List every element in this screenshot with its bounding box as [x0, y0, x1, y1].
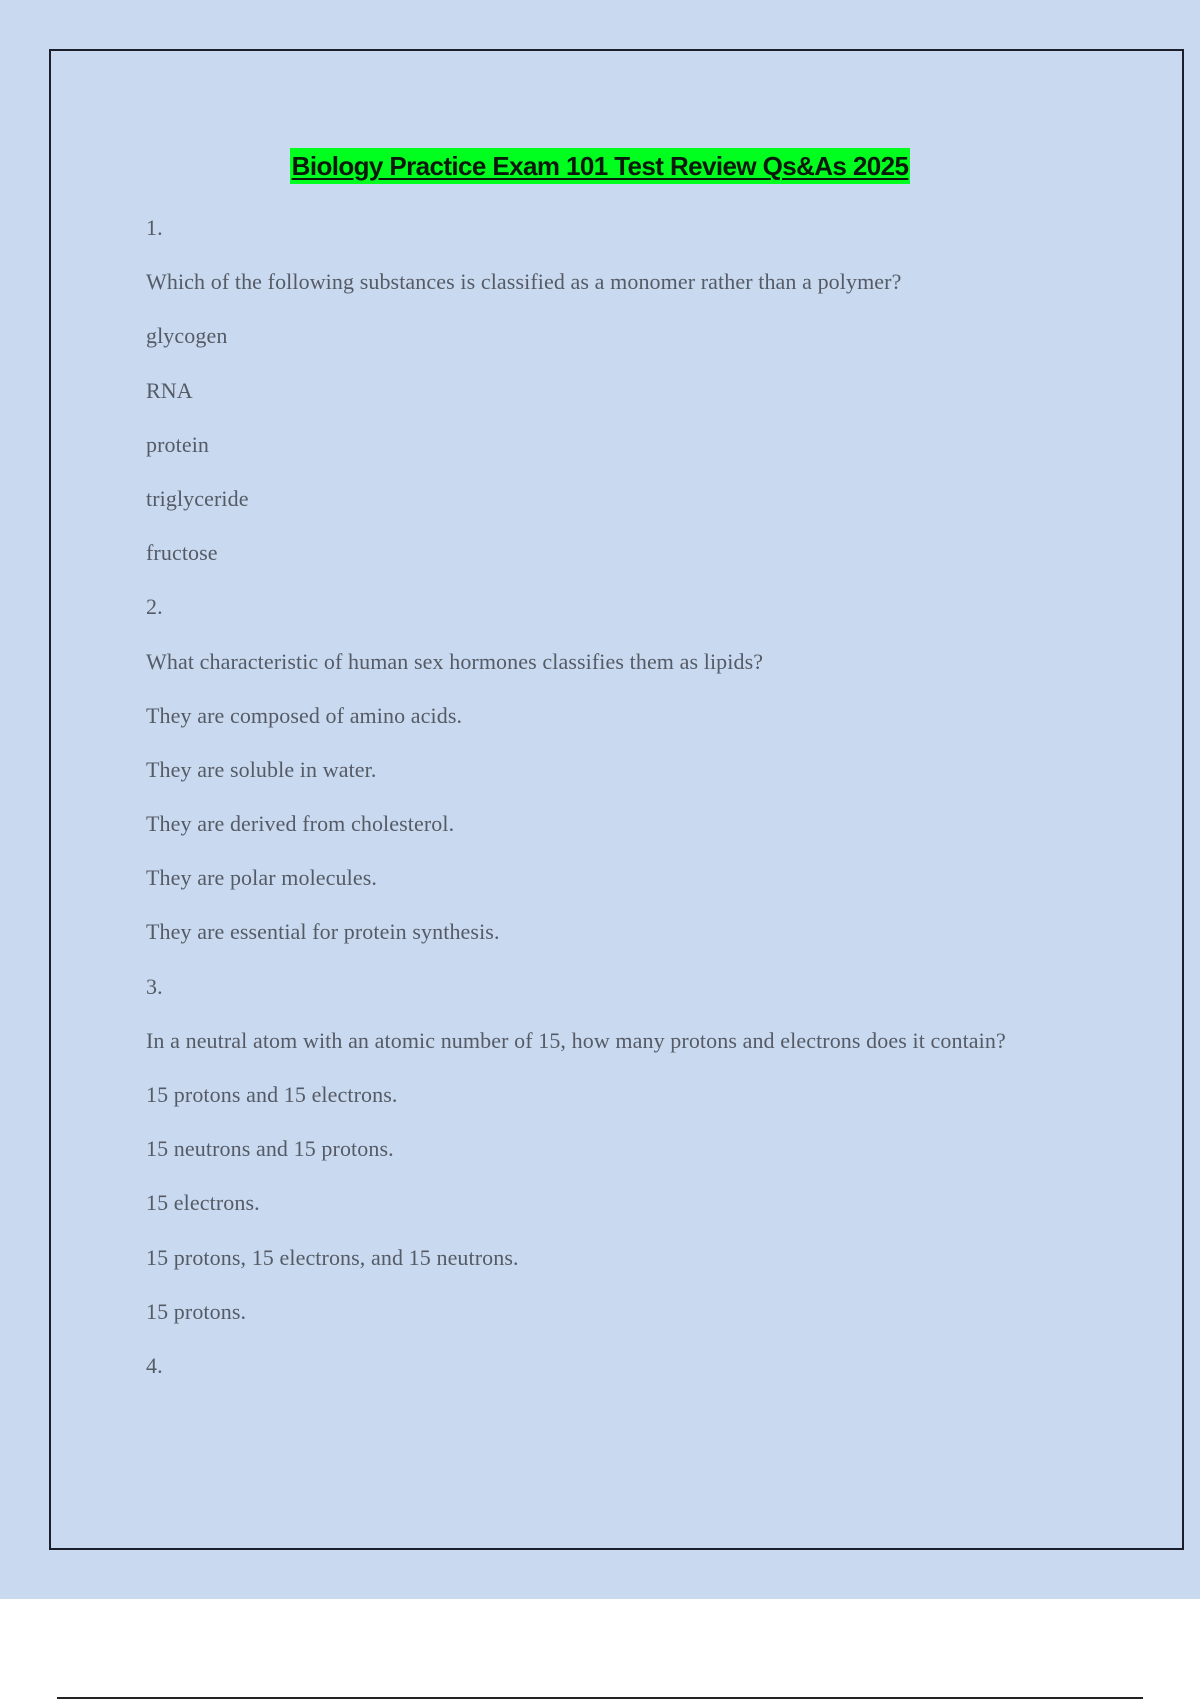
answer-option: fructose — [146, 540, 218, 566]
question-number: 2. — [146, 594, 163, 620]
answer-option: They are essential for protein synthesis. — [146, 919, 500, 945]
next-page-top-rule — [57, 1697, 1143, 1699]
answer-option: glycogen — [146, 323, 228, 349]
answer-option: They are composed of amino acids. — [146, 702, 463, 728]
question-number: 4. — [146, 1352, 163, 1378]
answer-option: 15 electrons. — [146, 1190, 260, 1216]
answer-option: They are polar molecules. — [146, 865, 377, 891]
answer-option: They are soluble in water. — [146, 756, 377, 782]
document-title: Biology Practice Exam 101 Test Review Qs&As 2025 — [290, 148, 911, 184]
questions-content — [146, 210, 1081, 1402]
answer-option: RNA — [146, 377, 193, 403]
answer-option: triglyceride — [146, 485, 249, 511]
answer-option: 15 neutrons and 15 protons. — [146, 1136, 394, 1162]
answer-option: 15 protons. — [146, 1298, 247, 1324]
question-text: Which of the following substances is classified as a monomer rather than a polymer? — [146, 269, 902, 295]
question-number: 1. — [146, 215, 163, 240]
answer-option: They are derived from cholesterol. — [146, 811, 455, 837]
question-number: 3. — [146, 973, 163, 999]
answer-option: 15 protons and 15 electrons. — [146, 1082, 398, 1107]
answer-option: protein — [146, 431, 210, 457]
question-text: What characteristic of human sex hormones classifies them as lipids? — [146, 648, 764, 674]
question-text: In a neutral atom with an atomic number of 15, how many protons and electrons does it contain? — [146, 1027, 1006, 1053]
answer-option: 15 protons, 15 electrons, and 15 neutrons. — [146, 1244, 519, 1270]
title-container — [0, 148, 1200, 184]
